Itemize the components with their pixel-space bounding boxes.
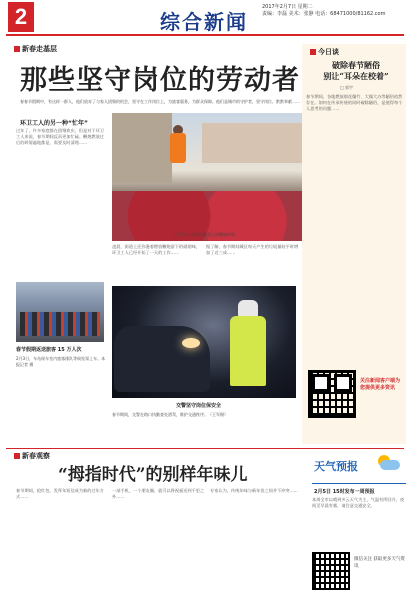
- section-label-bottom: [14, 451, 50, 461]
- weather-rule: [312, 483, 406, 484]
- main-column-3-text: 据了解，春节期间城区每天产生的垃圾量较平时增加了近三成……: [206, 244, 299, 255]
- section-square-icon: [14, 46, 20, 52]
- street-cleaning-photo: [112, 113, 302, 241]
- sidebar-body-text: 春节期间，各地燃放烟花爆竹、大操大办等陋俗依然存在。如何在传承传统的同时破除陋俗，是值得每个人思考的问题……: [306, 94, 403, 111]
- masthead-rule: [6, 34, 404, 36]
- traffic-police-photo: [112, 286, 296, 398]
- section-label-text: 新春走基层: [22, 45, 57, 53]
- bottom-square-icon: [14, 453, 20, 459]
- night-caption-title: 交警坚守岗位保安全: [176, 403, 222, 409]
- sidebar-headline: [308, 60, 404, 82]
- main-column-1: [16, 128, 108, 278]
- station-queue-photo: [16, 282, 104, 342]
- section-label-sidebar: [310, 47, 339, 57]
- bottom-column-1: [16, 488, 108, 592]
- bottom-headline: “拇指时代”的别样年味儿: [58, 465, 248, 485]
- main-column-3: [206, 244, 300, 282]
- bottom-column-2: [112, 488, 206, 592]
- main-subhead: 环卫工人的另一种“忙年”: [20, 120, 88, 127]
- weather-body-text: 本周全市以晴到多云天气为主，气温有所回升，夜间至早晨有雾，请注意交通安全。: [312, 497, 405, 508]
- section-divider: [6, 448, 404, 449]
- sidebar-body: [306, 94, 404, 344]
- main-column-1-text: 过年了，许多家庭都在团聚欢庆，但是对于环卫工人来说，春节期间反而更加忙碌。鞭炮燃放过后的碎屑遍地都是，需要及时清理……: [16, 128, 104, 145]
- sidebar-headline-line1: 破除春节陋俗: [332, 60, 380, 70]
- bottom-column-2-text: 一部手机，一个朋友圈，就可以将祝福送到千里之外……: [112, 488, 205, 499]
- night-caption: 春节期间，交警在路口执勤查处酒驾，维护交通秩序。（王军摄）: [112, 412, 228, 417]
- masthead-meta: [262, 4, 407, 18]
- weather-title: 天气预报: [314, 460, 358, 473]
- bottom-column-3-text: 专家认为，传统年味与新年俗之间并不冲突……: [210, 488, 298, 493]
- street-caption: 环卫工人在清扫路面上的鞭炮碎屑: [175, 232, 235, 237]
- weather-body: [312, 497, 406, 537]
- main-column-2-text: 凌晨，街道上还弥漫着燃放鞭炮留下的硝烟味，环卫工人已经开始了一天的工作……: [112, 244, 200, 255]
- queue-caption-title: 春节假期返送旅客 15 万人次: [16, 347, 82, 353]
- qr-code-icon: [308, 370, 356, 418]
- page-number: 2: [8, 2, 34, 32]
- bottom-column-1-text: 春节期间，抢红包、发拜年短信成为新的过年方式……: [16, 488, 104, 499]
- main-column-2: [112, 244, 202, 282]
- sidebar-label-text: 今日谈: [318, 48, 339, 56]
- weather-qr-code-icon: [312, 552, 350, 590]
- sidebar-headline-line2: 别让“耳朵在校着”: [323, 71, 389, 81]
- bottom-column-3: [210, 488, 304, 592]
- weather-qr-text: 微信关注 获取更多天气资讯: [354, 557, 405, 569]
- bottom-label-text: 新春观察: [22, 452, 50, 460]
- meta-editors: 责编：李磊 美术：张静 电话：68471000/81162.com: [262, 11, 386, 17]
- section-title: 综合新闻: [160, 10, 248, 34]
- queue-caption: 2月3日，车站候车室内旅客排队等候检票上车。本报记者 摄: [16, 356, 106, 367]
- qr-promo-text: 关注新闻客户端为您提供更多资讯: [360, 378, 401, 391]
- sidebar-author: □ 郭宇: [340, 85, 354, 90]
- main-headline: 那些坚守岗位的劳动者: [20, 65, 300, 96]
- cloud-icon: [380, 460, 400, 470]
- main-lead: 春春节假期中，有这样一群人，他们放弃了与家人团聚的机会，坚守在工作岗位上，为旅客服务，为群众保障。他们是城市的守护者，坚守岗位、默默奉献……: [20, 99, 300, 104]
- sidebar-square-icon: [310, 49, 316, 55]
- meta-date: 2017年2月7日 星期二: [262, 4, 313, 10]
- weather-subtitle: 2月5日 15时发布一周预报: [314, 489, 375, 495]
- section-label-main: [14, 44, 57, 54]
